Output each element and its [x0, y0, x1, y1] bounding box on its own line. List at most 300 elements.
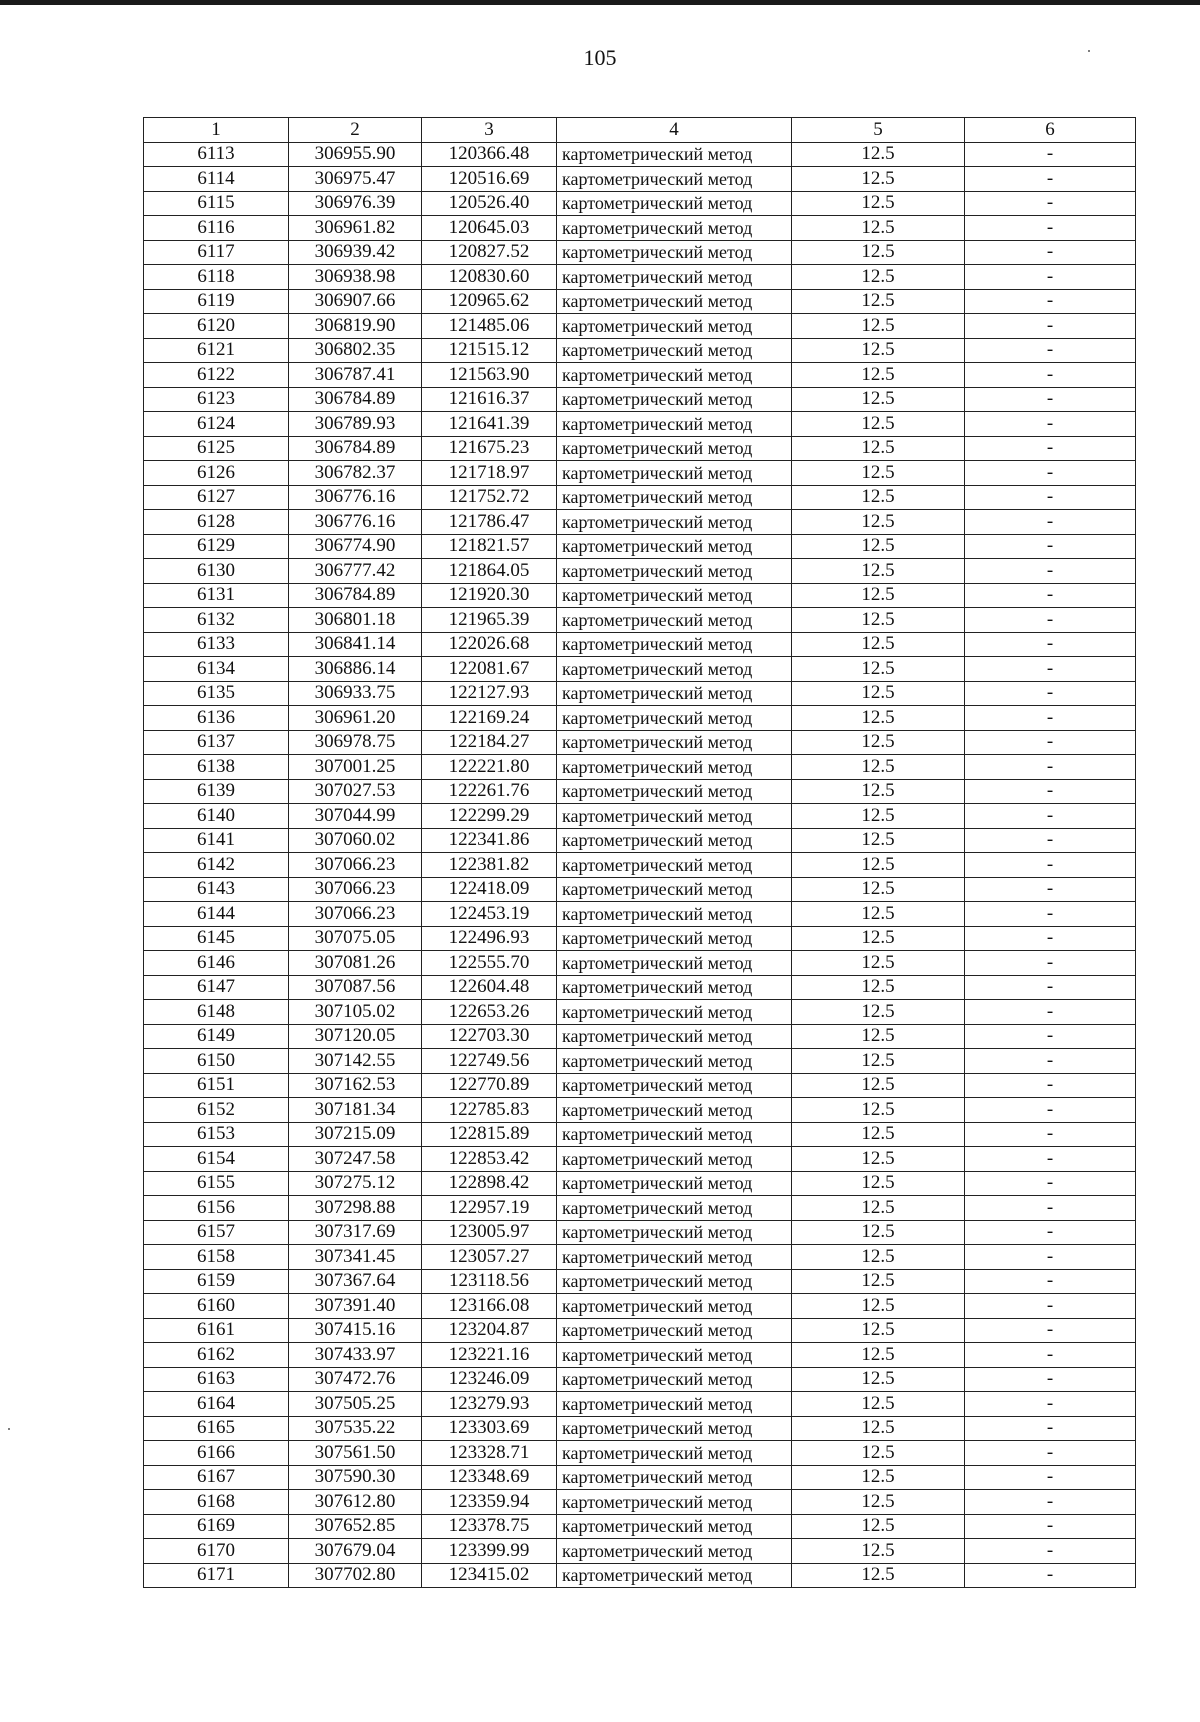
cell-x-coordinate: 307001.25: [289, 755, 422, 780]
cell-point-number: 6121: [144, 338, 289, 363]
cell-accuracy: 12.5: [792, 1294, 965, 1319]
cell-x-coordinate: 306776.16: [289, 485, 422, 510]
cell-accuracy: 12.5: [792, 436, 965, 461]
table-row: [144, 877, 1136, 902]
cell-y-coordinate: 121718.97: [422, 461, 557, 486]
cell-y-coordinate: 123359.94: [422, 1490, 557, 1515]
cell-accuracy: 12.5: [792, 142, 965, 167]
cell-x-coordinate: 306819.90: [289, 314, 422, 339]
cell-note: -: [965, 706, 1136, 731]
cell-accuracy: 12.5: [792, 828, 965, 853]
cell-x-coordinate: 307060.02: [289, 828, 422, 853]
cell-method: картометрический метод: [557, 485, 792, 510]
table-row: [144, 951, 1136, 976]
cell-accuracy: 12.5: [792, 510, 965, 535]
cell-point-number: 6123: [144, 387, 289, 412]
table-row: [144, 436, 1136, 461]
cell-note: -: [965, 1367, 1136, 1392]
cell-point-number: 6161: [144, 1318, 289, 1343]
cell-method: картометрический метод: [557, 681, 792, 706]
cell-x-coordinate: 307081.26: [289, 951, 422, 976]
table-row: [144, 1196, 1136, 1221]
cell-x-coordinate: 307505.25: [289, 1392, 422, 1417]
cell-point-number: 6167: [144, 1465, 289, 1490]
cell-x-coordinate: 307561.50: [289, 1441, 422, 1466]
cell-x-coordinate: 307275.12: [289, 1171, 422, 1196]
cell-point-number: 6133: [144, 632, 289, 657]
cell-note: -: [965, 387, 1136, 412]
table-row: [144, 657, 1136, 682]
cell-method: картометрический метод: [557, 216, 792, 241]
cell-note: -: [965, 1563, 1136, 1588]
cell-point-number: 6138: [144, 755, 289, 780]
cell-point-number: 6146: [144, 951, 289, 976]
cell-y-coordinate: 120830.60: [422, 265, 557, 290]
cell-accuracy: 12.5: [792, 289, 965, 314]
cell-x-coordinate: 307535.22: [289, 1416, 422, 1441]
cell-method: картометрический метод: [557, 1122, 792, 1147]
cell-point-number: 6140: [144, 804, 289, 829]
cell-note: -: [965, 534, 1136, 559]
cell-x-coordinate: 306784.89: [289, 436, 422, 461]
table-row: [144, 608, 1136, 633]
table-row: [144, 265, 1136, 290]
table-row: [144, 1220, 1136, 1245]
cell-x-coordinate: 306938.98: [289, 265, 422, 290]
cell-point-number: 6137: [144, 730, 289, 755]
cell-x-coordinate: 307044.99: [289, 804, 422, 829]
cell-y-coordinate: 120516.69: [422, 167, 557, 192]
cell-y-coordinate: 122127.93: [422, 681, 557, 706]
cell-point-number: 6145: [144, 926, 289, 951]
cell-y-coordinate: 123279.93: [422, 1392, 557, 1417]
cell-method: картометрический метод: [557, 1416, 792, 1441]
cell-x-coordinate: 306784.89: [289, 387, 422, 412]
cell-point-number: 6152: [144, 1098, 289, 1123]
cell-point-number: 6170: [144, 1539, 289, 1564]
cell-point-number: 6131: [144, 583, 289, 608]
cell-y-coordinate: 122081.67: [422, 657, 557, 682]
cell-x-coordinate: 307066.23: [289, 853, 422, 878]
cell-note: -: [965, 1269, 1136, 1294]
cell-method: картометрический метод: [557, 632, 792, 657]
cell-x-coordinate: 307367.64: [289, 1269, 422, 1294]
cell-accuracy: 12.5: [792, 1318, 965, 1343]
cell-note: -: [965, 363, 1136, 388]
cell-accuracy: 12.5: [792, 534, 965, 559]
cell-method: картометрический метод: [557, 412, 792, 437]
cell-accuracy: 12.5: [792, 1024, 965, 1049]
cell-accuracy: 12.5: [792, 240, 965, 265]
cell-method: картометрический метод: [557, 1367, 792, 1392]
cell-point-number: 6141: [144, 828, 289, 853]
cell-x-coordinate: 307066.23: [289, 877, 422, 902]
cell-accuracy: 12.5: [792, 804, 965, 829]
cell-note: -: [965, 951, 1136, 976]
table-row: [144, 559, 1136, 584]
cell-note: -: [965, 877, 1136, 902]
cell-y-coordinate: 122653.26: [422, 1000, 557, 1025]
cell-y-coordinate: 123246.09: [422, 1367, 557, 1392]
cell-method: картометрический метод: [557, 142, 792, 167]
cell-accuracy: 12.5: [792, 877, 965, 902]
cell-point-number: 6124: [144, 412, 289, 437]
cell-x-coordinate: 307391.40: [289, 1294, 422, 1319]
cell-point-number: 6128: [144, 510, 289, 535]
top-border-rule: [0, 0, 1200, 5]
cell-method: картометрический метод: [557, 657, 792, 682]
cell-accuracy: 12.5: [792, 387, 965, 412]
cell-method: картометрический метод: [557, 240, 792, 265]
cell-accuracy: 12.5: [792, 1490, 965, 1515]
cell-x-coordinate: 306975.47: [289, 167, 422, 192]
cell-y-coordinate: 123204.87: [422, 1318, 557, 1343]
cell-y-coordinate: 121563.90: [422, 363, 557, 388]
cell-y-coordinate: 122749.56: [422, 1049, 557, 1074]
cell-method: картометрический метод: [557, 1147, 792, 1172]
cell-method: картометрический метод: [557, 1563, 792, 1588]
cell-y-coordinate: 123005.97: [422, 1220, 557, 1245]
cell-x-coordinate: 307066.23: [289, 902, 422, 927]
cell-method: картометрический метод: [557, 1539, 792, 1564]
cell-note: -: [965, 1098, 1136, 1123]
cell-x-coordinate: 306787.41: [289, 363, 422, 388]
cell-method: картометрический метод: [557, 877, 792, 902]
cell-note: -: [965, 1490, 1136, 1515]
cell-accuracy: 12.5: [792, 485, 965, 510]
cell-y-coordinate: 122341.86: [422, 828, 557, 853]
cell-x-coordinate: 307317.69: [289, 1220, 422, 1245]
cell-y-coordinate: 120965.62: [422, 289, 557, 314]
cell-note: -: [965, 657, 1136, 682]
cell-y-coordinate: 122770.89: [422, 1073, 557, 1098]
cell-accuracy: 12.5: [792, 1563, 965, 1588]
cell-note: -: [965, 314, 1136, 339]
cell-method: картометрический метод: [557, 951, 792, 976]
cell-x-coordinate: 306961.82: [289, 216, 422, 241]
cell-point-number: 6163: [144, 1367, 289, 1392]
cell-method: картометрический метод: [557, 1318, 792, 1343]
cell-y-coordinate: 122785.83: [422, 1098, 557, 1123]
cell-method: картометрический метод: [557, 828, 792, 853]
cell-y-coordinate: 122604.48: [422, 975, 557, 1000]
table-row: [144, 1294, 1136, 1319]
table-row: [144, 755, 1136, 780]
cell-note: -: [965, 1294, 1136, 1319]
cell-note: -: [965, 1245, 1136, 1270]
cell-note: -: [965, 265, 1136, 290]
cell-note: -: [965, 608, 1136, 633]
table-row: [144, 289, 1136, 314]
cell-x-coordinate: 306784.89: [289, 583, 422, 608]
cell-y-coordinate: 123399.99: [422, 1539, 557, 1564]
table-row: [144, 632, 1136, 657]
cell-point-number: 6119: [144, 289, 289, 314]
cell-x-coordinate: 306907.66: [289, 289, 422, 314]
cell-accuracy: 12.5: [792, 191, 965, 216]
cell-point-number: 6144: [144, 902, 289, 927]
cell-accuracy: 12.5: [792, 461, 965, 486]
cell-point-number: 6136: [144, 706, 289, 731]
cell-y-coordinate: 123221.16: [422, 1343, 557, 1368]
cell-accuracy: 12.5: [792, 1122, 965, 1147]
cell-method: картометрический метод: [557, 1000, 792, 1025]
cell-x-coordinate: 307298.88: [289, 1196, 422, 1221]
cell-method: картометрический метод: [557, 1441, 792, 1466]
table-row: [144, 191, 1136, 216]
cell-accuracy: 12.5: [792, 1539, 965, 1564]
cell-x-coordinate: 306976.39: [289, 191, 422, 216]
cell-x-coordinate: 306777.42: [289, 559, 422, 584]
table-row: [144, 583, 1136, 608]
cell-method: картометрический метод: [557, 338, 792, 363]
cell-y-coordinate: 122496.93: [422, 926, 557, 951]
cell-method: картометрический метод: [557, 1171, 792, 1196]
cell-x-coordinate: 306776.16: [289, 510, 422, 535]
cell-accuracy: 12.5: [792, 706, 965, 731]
table-row: [144, 1416, 1136, 1441]
cell-note: -: [965, 1073, 1136, 1098]
cell-point-number: 6142: [144, 853, 289, 878]
table-row: [144, 706, 1136, 731]
cell-method: картометрический метод: [557, 559, 792, 584]
cell-accuracy: 12.5: [792, 1343, 965, 1368]
cell-note: -: [965, 1122, 1136, 1147]
cell-x-coordinate: 306933.75: [289, 681, 422, 706]
cell-note: -: [965, 779, 1136, 804]
cell-y-coordinate: 122815.89: [422, 1122, 557, 1147]
cell-x-coordinate: 306955.90: [289, 142, 422, 167]
cell-x-coordinate: 307612.80: [289, 1490, 422, 1515]
cell-y-coordinate: 121485.06: [422, 314, 557, 339]
cell-method: картометрический метод: [557, 1196, 792, 1221]
cell-point-number: 6125: [144, 436, 289, 461]
cell-accuracy: 12.5: [792, 975, 965, 1000]
cell-x-coordinate: 307142.55: [289, 1049, 422, 1074]
cell-point-number: 6122: [144, 363, 289, 388]
cell-y-coordinate: 122221.80: [422, 755, 557, 780]
table-row: [144, 1269, 1136, 1294]
cell-note: -: [965, 167, 1136, 192]
table-row: [144, 1024, 1136, 1049]
cell-method: картометрический метод: [557, 167, 792, 192]
cell-note: -: [965, 191, 1136, 216]
cell-accuracy: 12.5: [792, 779, 965, 804]
cell-method: картометрический метод: [557, 534, 792, 559]
cell-method: картометрический метод: [557, 755, 792, 780]
cell-note: -: [965, 1318, 1136, 1343]
cell-x-coordinate: 307652.85: [289, 1514, 422, 1539]
cell-method: картометрический метод: [557, 1490, 792, 1515]
cell-x-coordinate: 307415.16: [289, 1318, 422, 1343]
cell-method: картометрический метод: [557, 1294, 792, 1319]
cell-point-number: 6169: [144, 1514, 289, 1539]
cell-note: -: [965, 583, 1136, 608]
cell-note: -: [965, 510, 1136, 535]
cell-accuracy: 12.5: [792, 1245, 965, 1270]
cell-y-coordinate: 122261.76: [422, 779, 557, 804]
cell-y-coordinate: 122957.19: [422, 1196, 557, 1221]
table-row: [144, 1343, 1136, 1368]
cell-y-coordinate: 121786.47: [422, 510, 557, 535]
table-row: [144, 534, 1136, 559]
cell-note: -: [965, 1465, 1136, 1490]
cell-point-number: 6157: [144, 1220, 289, 1245]
cell-point-number: 6134: [144, 657, 289, 682]
cell-method: картометрический метод: [557, 853, 792, 878]
cell-method: картометрический метод: [557, 1024, 792, 1049]
cell-note: -: [965, 289, 1136, 314]
cell-x-coordinate: 307247.58: [289, 1147, 422, 1172]
cell-note: -: [965, 1539, 1136, 1564]
cell-note: -: [965, 853, 1136, 878]
cell-accuracy: 12.5: [792, 1000, 965, 1025]
cell-point-number: 6132: [144, 608, 289, 633]
cell-x-coordinate: 307087.56: [289, 975, 422, 1000]
cell-x-coordinate: 307679.04: [289, 1539, 422, 1564]
cell-y-coordinate: 121965.39: [422, 608, 557, 633]
cell-y-coordinate: 123057.27: [422, 1245, 557, 1270]
cell-x-coordinate: 307472.76: [289, 1367, 422, 1392]
cell-note: -: [965, 1171, 1136, 1196]
cell-y-coordinate: 121752.72: [422, 485, 557, 510]
cell-y-coordinate: 122898.42: [422, 1171, 557, 1196]
cell-y-coordinate: 120827.52: [422, 240, 557, 265]
table-row: [144, 975, 1136, 1000]
cell-x-coordinate: 307027.53: [289, 779, 422, 804]
cell-y-coordinate: 123118.56: [422, 1269, 557, 1294]
cell-accuracy: 12.5: [792, 853, 965, 878]
cell-point-number: 6160: [144, 1294, 289, 1319]
table-row: [144, 1147, 1136, 1172]
cell-note: -: [965, 1220, 1136, 1245]
cell-point-number: 6168: [144, 1490, 289, 1515]
cell-point-number: 6165: [144, 1416, 289, 1441]
cell-y-coordinate: 122299.29: [422, 804, 557, 829]
coordinates-table: [143, 117, 1136, 1588]
cell-note: -: [965, 1416, 1136, 1441]
cell-x-coordinate: 307215.09: [289, 1122, 422, 1147]
cell-method: картометрический метод: [557, 1343, 792, 1368]
cell-note: -: [965, 730, 1136, 755]
cell-y-coordinate: 123378.75: [422, 1514, 557, 1539]
cell-method: картометрический метод: [557, 1220, 792, 1245]
cell-y-coordinate: 120526.40: [422, 191, 557, 216]
cell-x-coordinate: 306782.37: [289, 461, 422, 486]
cell-method: картометрический метод: [557, 436, 792, 461]
cell-accuracy: 12.5: [792, 167, 965, 192]
table-row: [144, 240, 1136, 265]
cell-point-number: 6114: [144, 167, 289, 192]
cell-point-number: 6164: [144, 1392, 289, 1417]
cell-note: -: [965, 681, 1136, 706]
table-row: [144, 1098, 1136, 1123]
cell-method: картометрический метод: [557, 461, 792, 486]
cell-note: -: [965, 412, 1136, 437]
cell-accuracy: 12.5: [792, 1073, 965, 1098]
cell-point-number: 6171: [144, 1563, 289, 1588]
cell-accuracy: 12.5: [792, 1367, 965, 1392]
cell-y-coordinate: 122169.24: [422, 706, 557, 731]
scan-speck: [1088, 50, 1090, 52]
cell-note: -: [965, 1024, 1136, 1049]
cell-y-coordinate: 121821.57: [422, 534, 557, 559]
cell-y-coordinate: 123328.71: [422, 1441, 557, 1466]
table-row: [144, 1539, 1136, 1564]
cell-point-number: 6120: [144, 314, 289, 339]
cell-point-number: 6156: [144, 1196, 289, 1221]
table-row: [144, 1000, 1136, 1025]
cell-point-number: 6127: [144, 485, 289, 510]
cell-y-coordinate: 121616.37: [422, 387, 557, 412]
cell-x-coordinate: 306802.35: [289, 338, 422, 363]
cell-point-number: 6130: [144, 559, 289, 584]
table-row: [144, 485, 1136, 510]
page-number: 105: [583, 45, 617, 70]
cell-x-coordinate: 306841.14: [289, 632, 422, 657]
cell-y-coordinate: 121515.12: [422, 338, 557, 363]
cell-accuracy: 12.5: [792, 1147, 965, 1172]
cell-accuracy: 12.5: [792, 265, 965, 290]
cell-y-coordinate: 121920.30: [422, 583, 557, 608]
table-row: [144, 1049, 1136, 1074]
cell-note: -: [965, 216, 1136, 241]
cell-method: картометрический метод: [557, 1514, 792, 1539]
cell-accuracy: 12.5: [792, 1441, 965, 1466]
cell-note: -: [965, 828, 1136, 853]
cell-point-number: 6117: [144, 240, 289, 265]
cell-note: -: [965, 461, 1136, 486]
cell-y-coordinate: 121864.05: [422, 559, 557, 584]
cell-accuracy: 12.5: [792, 755, 965, 780]
cell-accuracy: 12.5: [792, 583, 965, 608]
cell-method: картометрический метод: [557, 387, 792, 412]
cell-y-coordinate: 122026.68: [422, 632, 557, 657]
cell-accuracy: 12.5: [792, 681, 965, 706]
cell-accuracy: 12.5: [792, 1392, 965, 1417]
table-row: [144, 779, 1136, 804]
cell-accuracy: 12.5: [792, 1465, 965, 1490]
cell-accuracy: 12.5: [792, 1171, 965, 1196]
table-row: [144, 338, 1136, 363]
table-row: [144, 1514, 1136, 1539]
cell-accuracy: 12.5: [792, 412, 965, 437]
cell-method: картометрический метод: [557, 1465, 792, 1490]
table-row: [144, 314, 1136, 339]
cell-x-coordinate: 307162.53: [289, 1073, 422, 1098]
table-row: [144, 902, 1136, 927]
cell-accuracy: 12.5: [792, 608, 965, 633]
cell-point-number: 6158: [144, 1245, 289, 1270]
scan-speck: [8, 1428, 10, 1430]
cell-point-number: 6151: [144, 1073, 289, 1098]
table-row: [144, 412, 1136, 437]
cell-accuracy: 12.5: [792, 314, 965, 339]
cell-point-number: 6166: [144, 1441, 289, 1466]
cell-y-coordinate: 122418.09: [422, 877, 557, 902]
cell-x-coordinate: 306774.90: [289, 534, 422, 559]
cell-accuracy: 12.5: [792, 1269, 965, 1294]
cell-y-coordinate: 123415.02: [422, 1563, 557, 1588]
cell-method: картометрический метод: [557, 1392, 792, 1417]
cell-note: -: [965, 1514, 1136, 1539]
cell-point-number: 6143: [144, 877, 289, 902]
table-row: [144, 804, 1136, 829]
cell-method: картометрический метод: [557, 1049, 792, 1074]
table-row: [144, 216, 1136, 241]
cell-method: картометрический метод: [557, 1098, 792, 1123]
cell-note: -: [965, 1392, 1136, 1417]
